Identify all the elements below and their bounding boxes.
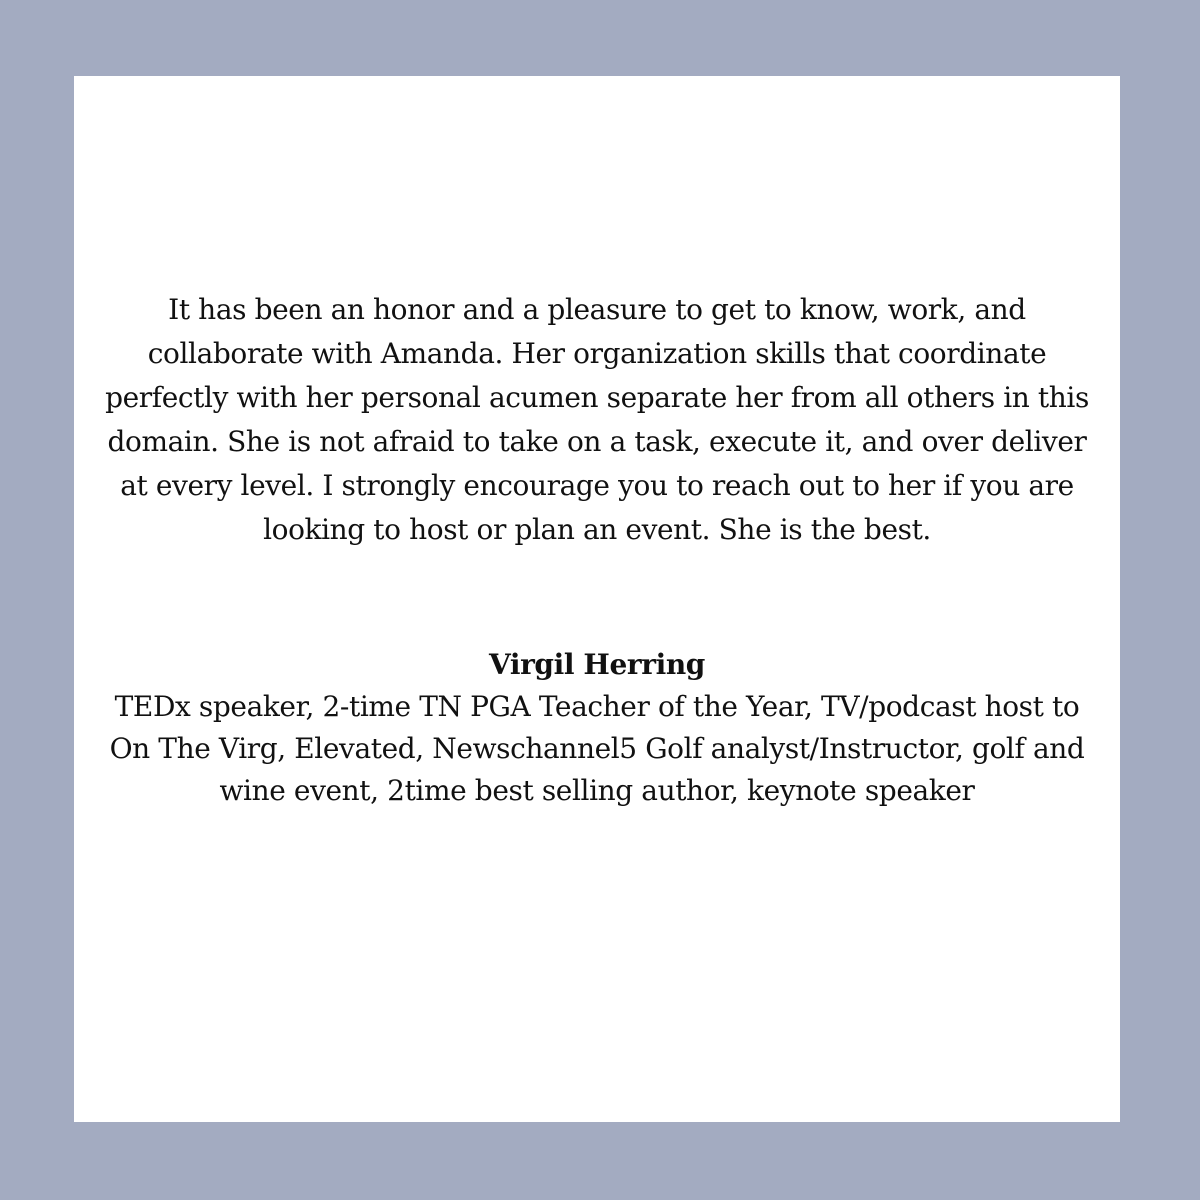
testimonial-card <box>74 76 1120 1122</box>
author-credentials: TEDx speaker, 2-time TN PGA Teacher of the Year, TV/podcast host to On The Virg, Elevated, Newschannel5 Golf analyst/Instructor, golf and wine event, 2time best selling author, keynote speaker <box>109 690 1085 807</box>
author-name: Virgil Herring <box>489 648 705 681</box>
testimonial-quote: It has been an honor and a pleasure to get to know, work, and collaborate with Amanda. Her organization skills that coordinate perfectly with her personal acumen separate her from all others in this domain. She is not afraid to take on a task, execute it, and over deliver at every level. I strongly encourage you to reach out to her if you are looking to host or plan an event. She is the best. <box>105 293 1089 546</box>
